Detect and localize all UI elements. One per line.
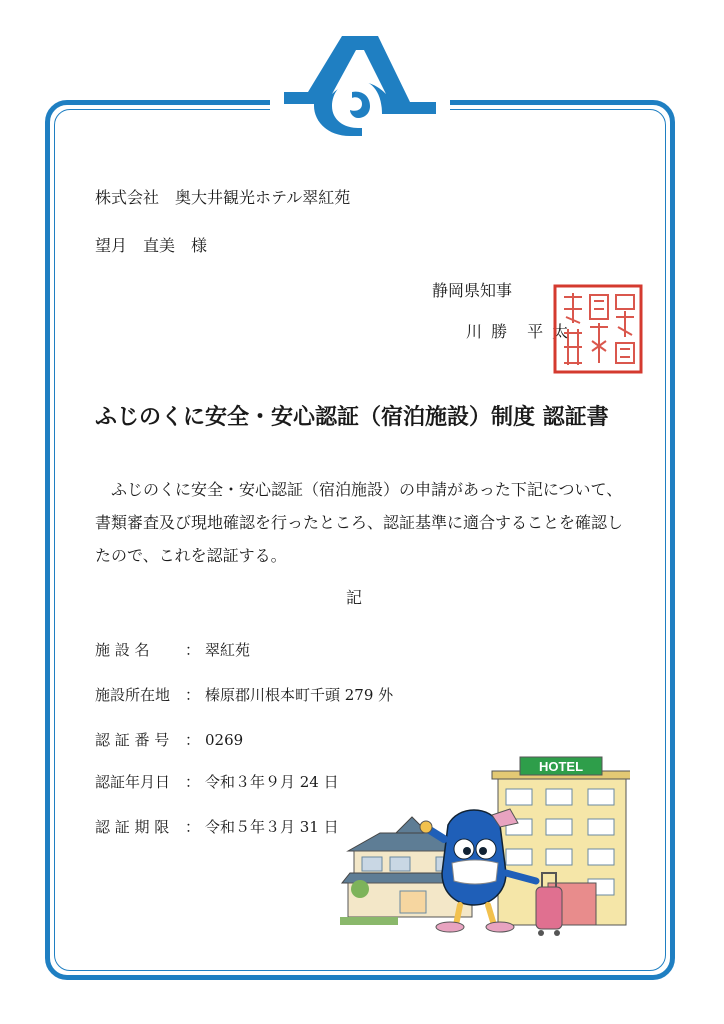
field-value: 0269 [205,731,244,749]
field-separator: ： [185,818,201,836]
field-label: 認 証 番 号 [95,731,170,749]
face-mask [452,860,498,884]
field-label: 施設所在地 [95,686,171,704]
field-facility-address [95,685,393,705]
hotel-sign-text: HOTEL [538,759,584,774]
field-certification-date [95,772,339,792]
field-separator: ： [185,773,201,791]
field-value: 翠紅苑 [205,641,251,659]
body-line: ふじのくに安全・安心認証（宿泊施設）の申請があった下記について、 [95,480,623,499]
recipient-company: 株式会社 奥大井観光ホテル翠紅苑 [95,188,351,207]
field-separator: ： [185,641,201,659]
field-label: 認 証 期 限 [95,818,170,836]
hotel-mascot-illustration [340,755,630,945]
issuer-title: 静岡県知事 [432,281,513,300]
field-facility-name [95,640,250,660]
field-certification-expiry [95,817,339,837]
document-title: ふじのくに安全・安心認証（宿泊施設）制度 認証書 [95,405,609,430]
recipient-name: 望月 直美 様 [95,236,208,255]
ki-heading: 記 [346,588,363,607]
body-line: 書類審査及び現地確認を行ったところ、認証基準に適合することを確認し [95,513,624,532]
suitcase [536,887,562,929]
issuer-name: 川 勝 平 太 [466,322,571,341]
field-separator: ： [185,686,201,704]
field-value: 令和５年３月 31 日 [205,818,339,836]
field-label: 施 設 名 [95,641,150,659]
field-label: 認証年月日 [95,773,171,791]
field-value: 令和３年９月 24 日 [205,773,339,791]
emblem-swirl [350,92,370,118]
document-body [95,473,635,572]
field-certification-number [95,730,243,750]
shizuoka-emblem [270,28,450,140]
prefecture-emblem-icon [270,28,450,140]
field-value: 榛原郡川根本町千頭 279 外 [205,686,394,704]
field-separator: ： [185,731,201,749]
official-seal-stamp [552,283,644,375]
body-line: たので、これを認証する。 [95,546,287,565]
